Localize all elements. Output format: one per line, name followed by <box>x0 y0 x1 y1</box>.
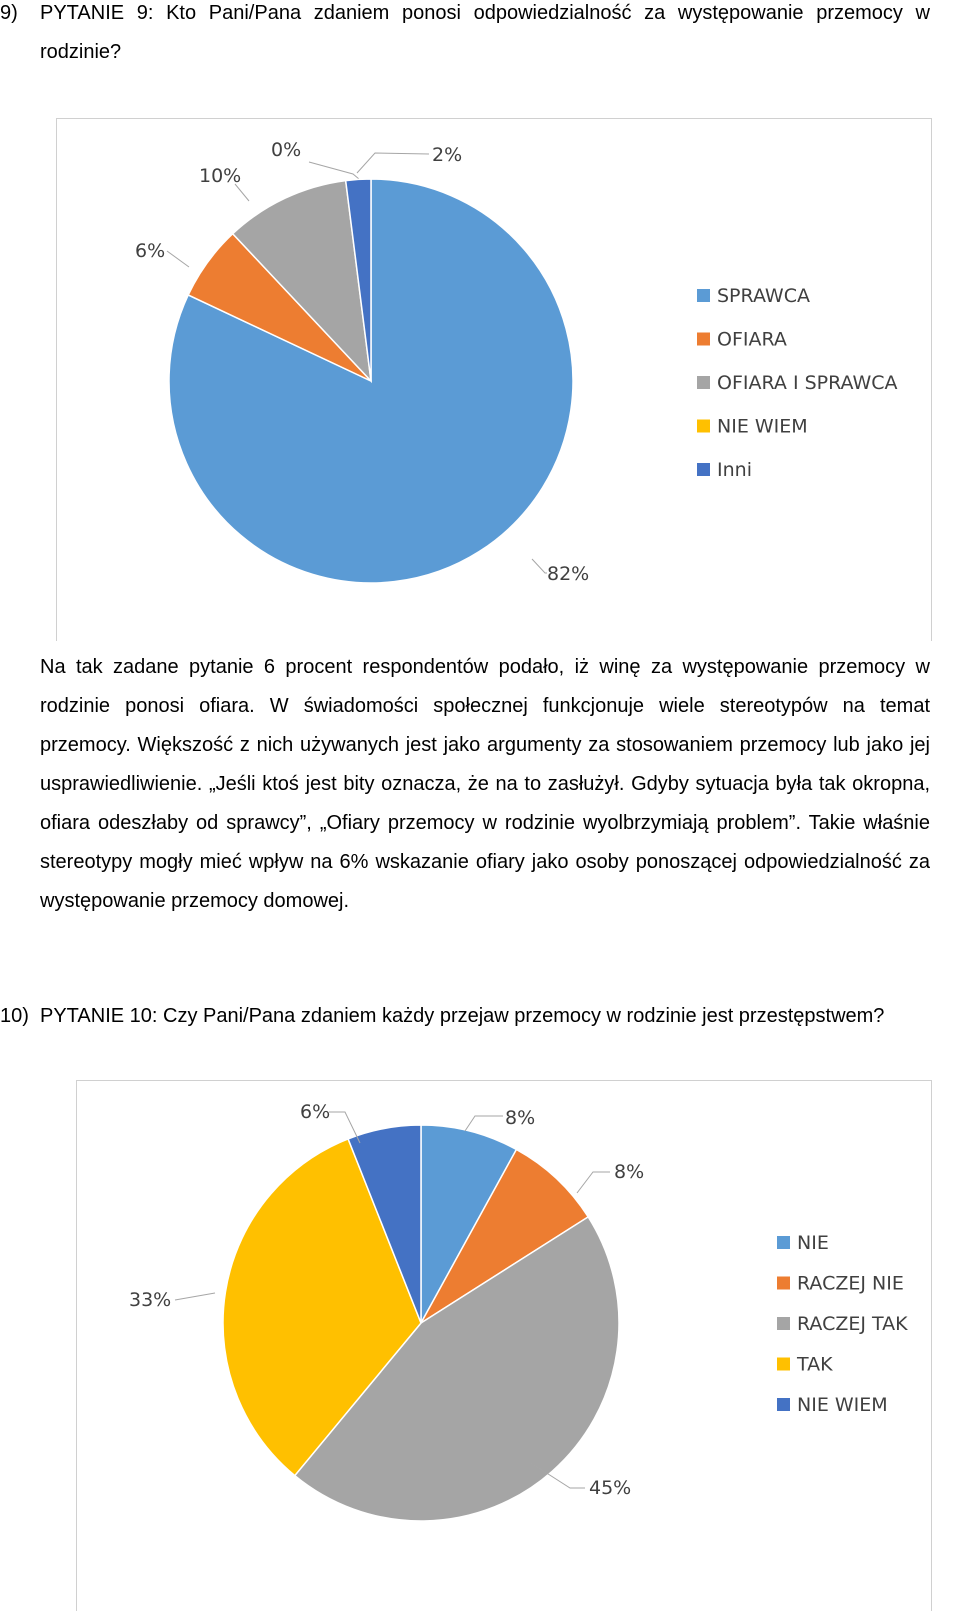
chart1-legend-label-inni: Inni <box>717 459 752 481</box>
chart2-legend-label-nie: NIE <box>797 1232 829 1254</box>
chart1-data-label-inni: 2% <box>432 144 463 166</box>
chart2-data-label-raczej-tak: 45% <box>589 1477 632 1499</box>
question-9-text: PYTANIE 9: Kto Pani/Pana zdaniem ponosi odpowiedzialność za występowanie przemocy w rodzinie? <box>40 2 930 63</box>
chart1-legend-label-ofiara-i-sprawca: OFIARA I SPRAWCA <box>717 372 898 394</box>
chart2-legend-swatch-raczej-nie <box>777 1277 790 1290</box>
chart2-data-label-tak: 33% <box>129 1289 172 1311</box>
chart2-data-label-raczej-nie: 8% <box>614 1161 645 1183</box>
chart1-leader-line-ofiara <box>167 251 189 267</box>
chart2-legend-swatch-nie <box>777 1236 790 1249</box>
question-10-text: PYTANIE 10: Czy Pani/Pana zdaniem każdy przejaw przemocy w rodzinie jest przestępstwem? <box>40 1005 885 1027</box>
chart1-data-label-sprawca: 82% <box>547 563 590 585</box>
chart1-legend-swatch-ofiara-i-sprawca <box>697 376 710 389</box>
chart2-data-label-nie-wiem: 6% <box>300 1101 331 1123</box>
chart2-legend-label-nie-wiem: NIE WIEM <box>797 1394 888 1416</box>
chart1-legend-swatch-sprawca <box>697 289 710 302</box>
chart2-legend-label-raczej-tak: RACZEJ TAK <box>797 1313 908 1335</box>
analysis-paragraph: Na tak zadane pytanie 6 procent respondentów podało, iż winę za występowanie przemocy w rodzinie ponosi ofiara. W świadomości społecznej funkcjonuje wiele stereotypów na temat przemocy. Większość z nich używanych jest jako argumenty za stosowaniem przemocy lub jako jej usprawiedliwienie. „Jeśli ktoś jest bity oznacza, że na to zasłużył. Gdyby sytuacja była tak okropna, ofiara odeszłaby od sprawcy”, „Ofiary przemocy w rodzinie wyolbrzymiają problem”. Takie właśnie stereotypy mogły mieć wpływ na 6% wskazanie ofiary jako osoby ponoszącej odpowiedzialność za występowanie przemocy domowej. <box>40 656 930 912</box>
question-9-number: 9) <box>0 2 18 24</box>
question-10 <box>0 997 930 1036</box>
chart2-legend-label-tak: TAK <box>797 1353 833 1376</box>
chart2-data-label-nie: 8% <box>505 1107 536 1129</box>
chart1-legend-label-nie-wiem: NIE WIEM <box>717 415 808 438</box>
chart2-leader-line-nie <box>465 1116 503 1131</box>
chart1-leader-line-inni <box>357 153 429 173</box>
chart2-legend-swatch-raczej-tak <box>777 1317 790 1330</box>
chart-q10-svg <box>77 1081 931 1611</box>
chart2-legend-label-raczej-nie: RACZEJ NIE <box>797 1272 904 1295</box>
chart1-legend-label-sprawca: SPRAWCA <box>717 285 810 307</box>
chart1-legend-label-ofiara: OFIARA <box>717 328 787 351</box>
chart-q9-svg <box>57 119 931 641</box>
chart2-leader-line-raczej-nie <box>577 1172 610 1193</box>
chart1-data-label-ofiara-i-sprawca: 10% <box>199 165 242 187</box>
chart1-legend-swatch-inni <box>697 463 710 476</box>
question-10-number: 10) <box>0 1005 29 1027</box>
chart1-data-label-nie-wiem: 0% <box>271 139 302 161</box>
chart1-leader-line-nie-wiem <box>309 162 359 179</box>
chart2-legend-swatch-nie-wiem <box>777 1398 790 1411</box>
question-9 <box>0 0 930 72</box>
chart1-legend-swatch-nie-wiem <box>697 420 710 433</box>
chart1-leader-line-sprawca <box>532 559 547 573</box>
chart1-data-label-ofiara: 6% <box>135 240 166 262</box>
chart2-legend-swatch-tak <box>777 1358 790 1371</box>
chart2-leader-line-tak <box>175 1293 215 1300</box>
chart-q9 <box>56 118 932 641</box>
chart-q10 <box>76 1080 932 1611</box>
chart1-legend-swatch-ofiara <box>697 333 710 346</box>
